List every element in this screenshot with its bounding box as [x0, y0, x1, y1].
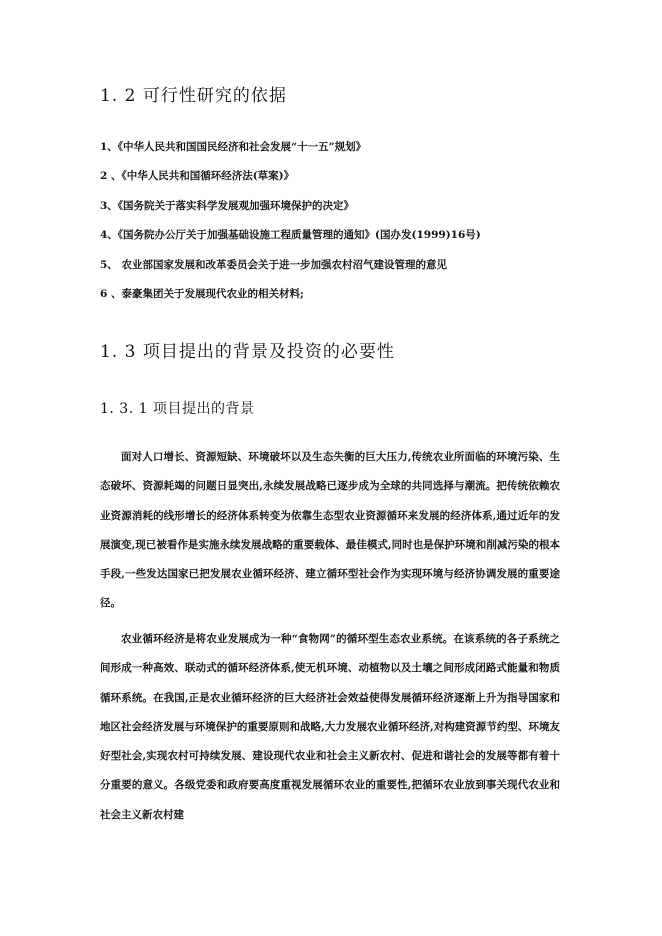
reference-item: 5、 农业部国家发展和改革委员会关于进一步加强农村沼气建设管理的意见	[100, 258, 447, 271]
body-paragraph: 农业循环经济是将农业发展成为一种“食物网”的循环型生态农业系统。在该系统的各子系统之间形成一种高效、联动式的循环经济体系,使无机环境、动植物以及土壤之间形成闭路式能量和物质循环系统。在我国,正是农业循环经济的巨大经济社会效益使得发展循环经济逐渐上升为指导国家和地区社会经济发展与环境保护的重要原则和战略,大力发展农业循环经济,对构建资源节约型、环境友好型社会,实现农村可持续发展、建设现代农业和社会主义新农村、促进和谐社会的发展等都有着十分重要的意义。各级党委和政府要高度重视发展循环农业的重要性,把循环农业放到事关现代农业和社会主义新农村建	[100, 633, 560, 821]
reference-item: 3、《国务院关于落实科学发展观加强环境保护的决定》	[100, 199, 355, 212]
reference-item: 1、《中华人民共和国国民经济和社会发展“十一五”规划》	[100, 141, 367, 153]
body-paragraph: 面对人口增长、资源短缺、环境破坏以及生态失衡的巨大压力,传统农业所面临的环境污染、生态破坏、资源耗竭的问题日显突出,永续发展战略已逐步成为全球的共同选择与潮流。把传统依赖农业资源消耗的线形增长的经济体系转变为依靠生态型农业资源循环来发展的经济体系,通过近年的发展演变,现已被看作是实施永续发展战略的重要载体、最佳模式,同时也是保护环境和削减污染的根本手段,一些发达国家已把发展农业循环经济、建立循环型社会作为实现环境与经济协调发展的重要途径。	[100, 451, 560, 610]
section-1-3-1-heading: 1. 3. 1 项目提出的背景	[100, 401, 255, 417]
reference-item: 6 、泰豪集团关于发展现代农业的相关材料;	[100, 287, 304, 300]
section-1-2-heading: 1. 2 可行性研究的依据	[100, 86, 287, 106]
reference-list	[100, 137, 570, 313]
section-1-3-heading: 1. 3 项目提出的背景及投资的必要性	[100, 342, 395, 362]
reference-item: 2 、《中华人民共和国循环经济法(草案)》	[100, 170, 295, 183]
reference-item: 4、《国务院办公厅关于加强基础设施工程质量管理的通知》(国办发(1999)16号)	[100, 229, 481, 242]
